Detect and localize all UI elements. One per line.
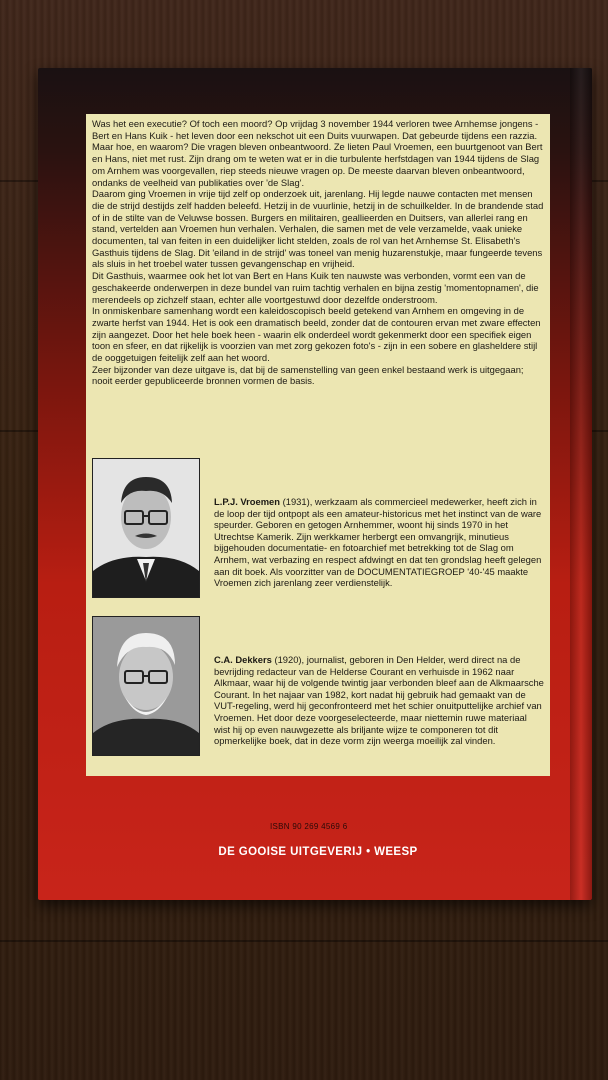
isbn-label: ISBN 90 269 4569 6 <box>270 822 348 831</box>
blurb-paragraph: In onmiskenbare samenhang wordt een kaleidoscopisch beeld getekend van Arnhem en omgeving in de zwarte herfst van 1944. Het is ook een dramatisch beeld, zonder dat de contouren ervan met zware effecten zijn aangezet. Door het hele boek heen - waarin elk onderdeel wordt gekenmerkt door een specifiek eigen toon en sfeer, en dat rijkelijk is voorzien van met zorg gekozen foto's - zijn in een sobere en glasheldere stijl de ooggetuigen feitelijk zelf aan het woord. <box>92 305 541 364</box>
author-photo-vroemen <box>92 458 200 598</box>
author-name: C.A. Dekkers <box>214 654 272 665</box>
author-bio-vroemen <box>214 496 544 589</box>
author-name: L.P.J. Vroemen <box>214 496 281 507</box>
portrait-illustration <box>93 617 199 755</box>
portrait-illustration <box>93 459 199 597</box>
blurb-paragraph: Was het een executie? Of toch een moord? Op vrijdag 3 november 1944 verloren twee Arnhemse jongens - Bert en Hans Kuik - het leven door een nekschot uit een Duits vuurwapen. Dat gebeurde tijdens een razzia. Maar hoe, en waarom? Die vragen bleven onbeantwoord. Ze lieten Paul Vroemen, een buurtgenoot van Bert en Hans, niet met rust. Zijn drang om te weten wat er in die turbulente herfstdagen van 1944 tijdens de Slag om Arnhem was voorgevallen, riep steeds nieuwe vragen op. De meeste daarvan bleven onbeantwoord, ondanks de veelheid van publikaties over 'de Slag'. <box>92 118 543 188</box>
author-bio-text: (1920), journalist, geboren in Den Helder, werd direct na de bevrijding redacteur van de Helderse Courant en verhuisde in 1962 naar Alkmaar, waar hij de volgende twintig jaar verbonden bleef aan de Alkmaarsche Courant. In het najaar van 1982, kort nadat hij gebruik had gemaakt van de VUT-regeling, werd hij geconfronteerd met het schier onuitputtelijke archief van Vroemen. Het door deze voorgeselecteerde, maar niettemin ruwe materiaal wist hij op even nauwgezette als briljante wijze te componeren tot dit opmerkelijke boek, dat in deze vorm zijn weerga moeilijk zal vinden. <box>214 654 544 747</box>
blurb-paragraph: Daarom ging Vroemen in vrije tijd zelf op onderzoek uit, jarenlang. Hij legde nauwe contacten met mensen die de strijd destijds zelf hadden beleefd. Hetzij in de vuurlinie, hetzij in de schuilkelder. In de brandende stad of in de stilte van de Veluwse bossen. Burgers en militairen, geallieerden en Duitsers, van allerlei rang en stand, vertelden aan Vroemen hun verhalen. Verhalen, die samen met de vele verzamelde, vaak unieke documenten, tal van feiten in een duidelijker licht stelden, zoals de rol van het Arnhemse St. Elisabeth's Gasthuis tijdens de Slag. Dit 'eiland in de strijd' was toneel van menig huzarenstukje, maar fungeerde tevens als sluis in het troebel water tussen gevangenschap en vrijheid. <box>92 188 544 270</box>
book-back-cover <box>38 68 592 900</box>
author-photo-dekkers <box>92 616 200 756</box>
author-bio-text: (1931), werkzaam als commercieel medewerker, heeft zich in de loop der tijd ontpopt als een amateur-historicus met het instinct van de ware speurder. Geboren en getogen Arnhemmer, woont hij sinds 1970 in het Utrechtse Kamerik. Zijn werkkamer herbergt een omvangrijk, minutieus bijgehouden documentatie- en fotoarchief met betrekking tot de Slag om Arnhem, wat verbazing en respect afdwingt en dat ten grondslag heeft gelegen aan dit boek. Als voorzitter van de DOCUMENTATIEGROEP '40-'45 maakte Vroemen zich jarenlang zeer verdienstelijk. <box>214 496 542 589</box>
blurb-text <box>92 118 544 387</box>
blurb-paragraph: Zeer bijzonder van deze uitgave is, dat bij de samenstelling van geen enkel bestaand werk is uitgegaan; nooit eerder gepubliceerde bronnen vormen de basis. <box>92 363 524 387</box>
book-spine <box>570 68 592 900</box>
author-bio-dekkers <box>214 654 544 747</box>
blurb-paragraph: Dit Gasthuis, waarmee ook het lot van Bert en Hans Kuik ten nauwste was verbonden, vormt een van de geschakeerde onderwerpen in deze bundel van ruim tachtig verhalen en bijna zestig 'momentopnamen', die merendeels op zichzelf staan, echter alle voortgestuwd door dezelfde onderstroom. <box>92 270 539 305</box>
text-panel <box>86 114 550 776</box>
publisher-label: DE GOOISE UITGEVERIJ • WEESP <box>218 846 418 858</box>
